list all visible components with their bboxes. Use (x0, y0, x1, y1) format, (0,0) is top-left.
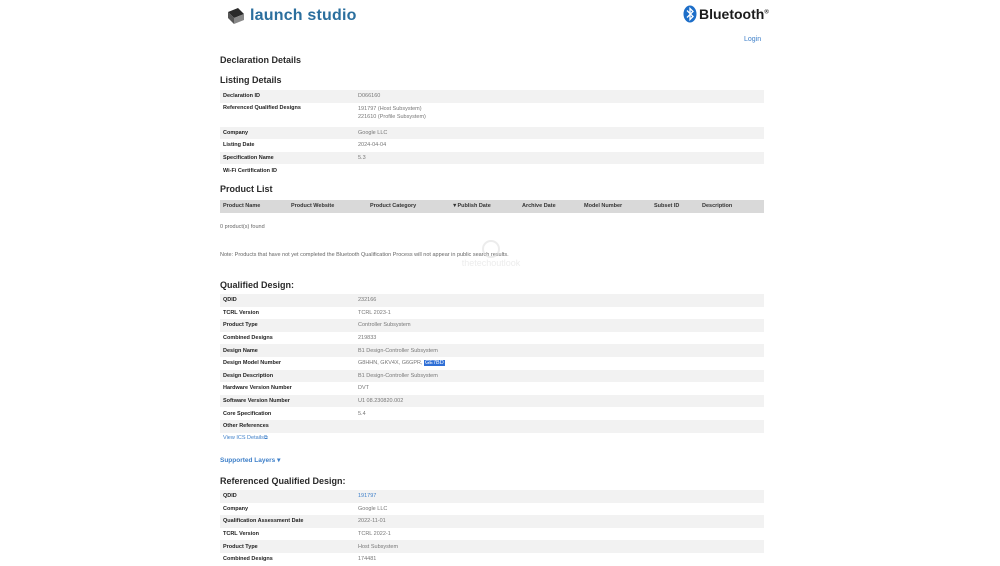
broadcast-icon (482, 240, 500, 258)
table-row (220, 553, 764, 566)
field-label: QDID (220, 490, 355, 503)
field-value: Google LLC (358, 505, 388, 512)
field-label: Combined Designs (223, 335, 273, 342)
field-label: QDID (220, 294, 355, 307)
column-product-category[interactable]: Product Category (370, 203, 417, 209)
table-row (220, 357, 764, 370)
chevron-down-icon: ▾ (277, 457, 281, 464)
product-list-title: Product List (220, 184, 273, 194)
model-numbers: G8HHN, GKV4X, G6GPR, (358, 360, 425, 367)
qualification-note: Note: Products that have not yet completed the Bluetooth Qualification Process will not appear in public search results. (220, 252, 509, 258)
login-link[interactable]: Login (744, 36, 762, 43)
table-row (220, 103, 764, 127)
table-row (220, 319, 764, 332)
field-value: Host Subsystem (355, 540, 764, 553)
field-value: B1 Design-Controller Subsystem (355, 370, 764, 383)
table-row (220, 307, 764, 320)
bluetooth-logo (683, 5, 769, 23)
qualified-design-table (220, 294, 764, 445)
page-title: Declaration Details (220, 55, 302, 65)
field-value: 2022-11-01 (355, 515, 764, 528)
field-value: 219833 (358, 335, 377, 342)
field-label: Qualification Assessment Date (220, 515, 355, 528)
column-description[interactable]: Description (702, 203, 733, 209)
field-label: Design Model Number (223, 360, 282, 367)
field-label: Design Description (220, 370, 355, 383)
table-row (220, 139, 764, 152)
view-ics-details-link[interactable] (223, 435, 268, 441)
referenced-design-title: Referenced Qualified Design: (220, 476, 346, 486)
table-row (220, 294, 764, 307)
table-row (220, 540, 764, 553)
field-value: U1 08.230820.002 (355, 395, 764, 408)
field-value: Controller Subsystem (355, 319, 764, 332)
field-value: 174481 (358, 556, 377, 563)
watermark (446, 240, 536, 270)
launch-studio-logo[interactable] (226, 6, 357, 26)
field-value: DVT (358, 385, 369, 392)
highlighted-model-number[interactable]: GE7BD (425, 360, 444, 367)
field-label: TCRL Version (223, 531, 259, 538)
table-row (220, 528, 764, 541)
field-value: D066160 (355, 90, 764, 103)
field-label: TCRL Version (223, 309, 259, 316)
watermark-text: thetechoutlook (461, 258, 521, 268)
table-row (220, 382, 764, 395)
launch-studio-icon (226, 6, 246, 26)
listing-details-title: Listing Details (220, 75, 282, 85)
field-label: Product Type (220, 319, 355, 332)
field-label: Other References (220, 420, 355, 433)
table-row (220, 344, 764, 357)
brand-name: launch studio (250, 7, 357, 24)
bluetooth-wordmark: Bluetooth (699, 6, 765, 22)
field-label: Referenced Qualified Designs (223, 104, 301, 111)
header (0, 0, 1000, 40)
field-value: 191797 (Host Subsystem) 221610 (Profile Subsystem) (358, 105, 426, 120)
field-value: 2024-04-04 (358, 142, 387, 149)
field-label: Specification Name (220, 152, 355, 165)
bluetooth-icon (683, 5, 697, 23)
registered-mark: ® (764, 9, 769, 16)
ics-link-label: View ICS Details (223, 435, 264, 442)
qdid-link[interactable]: 191797 (358, 493, 377, 500)
field-label: Declaration ID (220, 90, 355, 103)
table-row (220, 407, 764, 420)
column-archive-date[interactable]: Archive Date (522, 203, 556, 209)
table-row (220, 515, 764, 528)
field-label: Listing Date (223, 142, 255, 149)
table-row (220, 127, 764, 140)
field-value (355, 164, 764, 177)
table-row (220, 503, 764, 516)
field-value: 5.3 (355, 152, 764, 165)
table-row (220, 395, 764, 408)
field-value: Google LLC (355, 127, 764, 140)
field-value: B1 Design-Controller Subsystem (355, 344, 764, 357)
table-row (220, 332, 764, 345)
table-row (220, 370, 764, 383)
field-value (355, 357, 764, 370)
field-label: Core Specification (223, 410, 272, 417)
field-label: Company (220, 127, 355, 140)
field-label: Combined Designs (223, 556, 273, 563)
table-row (220, 90, 764, 103)
field-label: Design Name (220, 344, 355, 357)
external-link-icon: ⧉ (263, 435, 268, 442)
field-value: TCRL 2023-1 (358, 309, 391, 316)
table-row (220, 433, 764, 446)
table-row (220, 420, 764, 433)
field-label: Wi-Fi Certification ID (223, 167, 278, 174)
field-value: 232166 (355, 294, 764, 307)
field-label: Software Version Number (220, 395, 355, 408)
field-label: Product Type (220, 540, 355, 553)
supported-layers-toggle[interactable] (220, 456, 280, 464)
table-row (220, 152, 764, 165)
table-row (220, 490, 764, 503)
field-label: Company (223, 505, 249, 512)
table-row (220, 164, 764, 177)
products-found-count: 0 product(s) found (220, 224, 265, 230)
field-value: TCRL 2022-1 (358, 531, 391, 538)
product-list-header (220, 200, 764, 213)
field-label: Hardware Version Number (223, 385, 292, 392)
listing-details-table (220, 90, 764, 177)
column-model-number[interactable]: Model Number (584, 203, 623, 209)
column-subset-id[interactable]: Subset ID (654, 203, 680, 209)
column-product-name[interactable]: Product Name (223, 203, 261, 209)
field-value (355, 420, 764, 433)
qualified-design-title: Qualified Design: (220, 280, 295, 290)
column-product-website[interactable]: Product Website (291, 203, 335, 209)
field-value: 5.4 (358, 410, 366, 417)
referenced-design-table (220, 490, 764, 566)
column-publish-date[interactable]: ▼Publish Date (452, 203, 491, 209)
supported-layers-label: Supported Layers (220, 457, 276, 464)
